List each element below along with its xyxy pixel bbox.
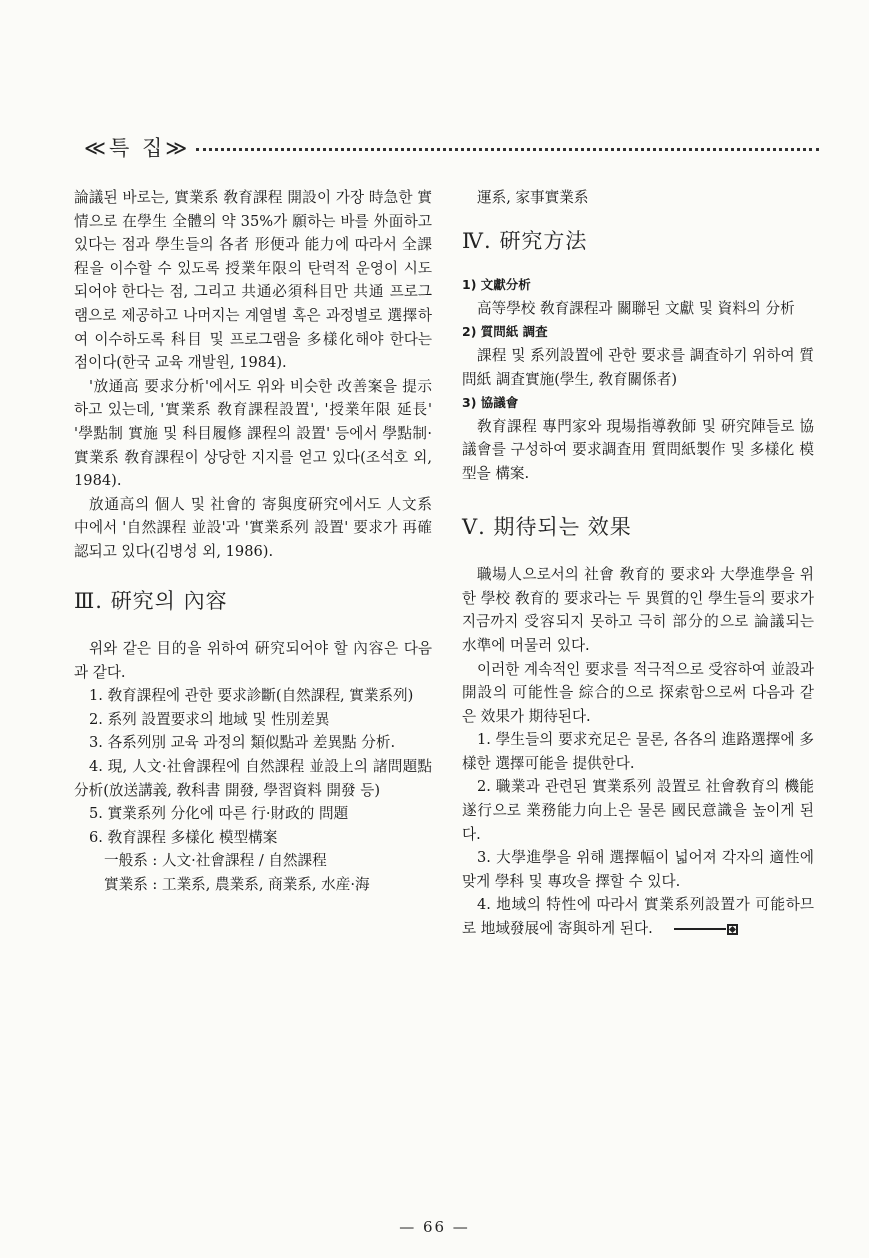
paragraph: 放通高의 個人 및 社會的 寄與度硏究에서도 人文系 中에서 '自然課程 並設'과 '實業系列 設置' 要求가 再確認되고 있다(김병성 외, 1986). (74, 495, 432, 560)
list-item: 1. 敎育課程에 관한 要求診斷(自然課程, 實業系列) (89, 687, 414, 705)
section-title: Ⅲ. 硏究의 內容 (74, 588, 228, 613)
section-title: Ⅴ. 期待되는 效果 (462, 514, 632, 539)
list-item: 2. 職業과 관련된 實業系列 設置로 社會敎育의 機能遂行으로 業務能力向上은 물론 國民意識을 높이게 된다. (462, 778, 814, 843)
paragraph: '放通高 要求分析'에서도 위와 비슷한 改善案을 提示하고 있는데, '實業系 敎育課程設置', '授業年限 延長' '學點制 實施 및 科目履修 課程의 設置' 등에서 學點制·實業系 敎育課程이 상당한 지지를 얻고 있다(조석호 외, 1984). (74, 377, 432, 490)
end-diamond-icon (727, 924, 738, 935)
subsection-title: 1) 文獻分析 (462, 277, 531, 293)
section-header (84, 132, 819, 162)
list-item: 3. 大學進學을 위해 選擇幅이 넓어져 각자의 適性에 맞게 學科 및 專攻을 擇할 수 있다. (462, 849, 814, 890)
header-label: ≪특 집≫ (84, 136, 191, 160)
end-line (674, 928, 726, 930)
subsection-title: 2) 質問紙 調査 (462, 324, 548, 340)
list-item: 3. 各系列別 교육 과정의 類似點과 差異點 分析. (89, 734, 396, 752)
list-item: 5. 實業系列 分化에 따른 行·財政的 問題 (89, 805, 349, 823)
list-sub-item: 一般系 : 人文·社會課程 / 自然課程 (104, 852, 327, 870)
header-dotted-rule (196, 148, 819, 151)
subsection-title: 3) 協議會 (462, 395, 519, 411)
section-title: Ⅳ. 硏究方法 (462, 228, 588, 253)
end-mark (659, 917, 738, 941)
left-column (74, 186, 432, 897)
list-item: 6. 敎育課程 多樣化 模型構案 (89, 828, 278, 846)
list-item (462, 893, 814, 940)
paragraph: 이러한 계속적인 要求를 적극적으로 受容하여 並設과 開設의 可能性을 綜合的으로 探索함으로써 다음과 같은 效果가 期待된다. (462, 660, 814, 725)
right-column (462, 186, 814, 941)
paragraph: 위와 같은 目的을 위하여 硏究되어야 할 內容은 다음과 같다. (74, 640, 432, 681)
paragraph: 運系, 家事實業系 (477, 189, 589, 206)
page-number: — 66 — (399, 1218, 470, 1236)
list-item: 1. 學生들의 要求充足은 물론, 各各의 進路選擇에 多樣한 選擇可能을 提供한다. (462, 731, 814, 772)
paragraph: 敎育課程 專門家와 現場指導敎師 및 硏究陣들로 協議會를 구성하여 要求調査用 質問紙製作 및 多樣化 模型을 構案. (462, 417, 814, 482)
list-item: 4. 現, 人文·社會課程에 自然課程 並設上의 諸問題點 分析(放送講義, 敎科書 開發, 學習資料 開發 등) (74, 758, 432, 799)
list-item: 2. 系列 設置要求의 地域 및 性別差異 (89, 710, 330, 728)
paragraph: 職場人으로서의 社會 敎育的 要求와 大學進學을 위한 學校 敎育的 要求라는 두 異質的인 學生들의 要求가 지금까지 受容되지 못하고 극히 部分的으로 論議되는 水準에 머물러 있다. (462, 566, 814, 654)
paragraph: 課程 및 系列設置에 관한 要求를 調査하기 위하여 質問紙 調査實施(學生, 敎育關係者) (462, 346, 814, 388)
paragraph: 高等學校 敎育課程과 關聯된 文獻 및 資料의 分析 (477, 299, 795, 317)
paragraph: 論議된 바로는, 實業系 敎育課程 開設이 가장 時急한 實情으로 在學生 全體의 약 35%가 願하는 바를 外面하고 있다는 점과 學生들의 各者 形便과 能力에 따라서 全課程을 이수할 수 있도록 授業年限의 탄력적 운영이 시도되어야 한다는 점, 그리고 共通必須科目만 共通 프로그램으로 제공하고 나머지는 계열별 혹은 과정별로 選擇하여 이수하도록 科目 및 프로그램을 多樣化해야 한다는 점이다(한국 교육 개발원, 1984). (74, 189, 432, 372)
list-sub-item: 實業系 : 工業系, 農業系, 商業系, 水産·海 (104, 876, 370, 894)
list-item-text: 4. 地域의 特性에 따라서 實業系列設置가 可能하므로 地域發展에 寄與하게 된다. (462, 896, 814, 938)
